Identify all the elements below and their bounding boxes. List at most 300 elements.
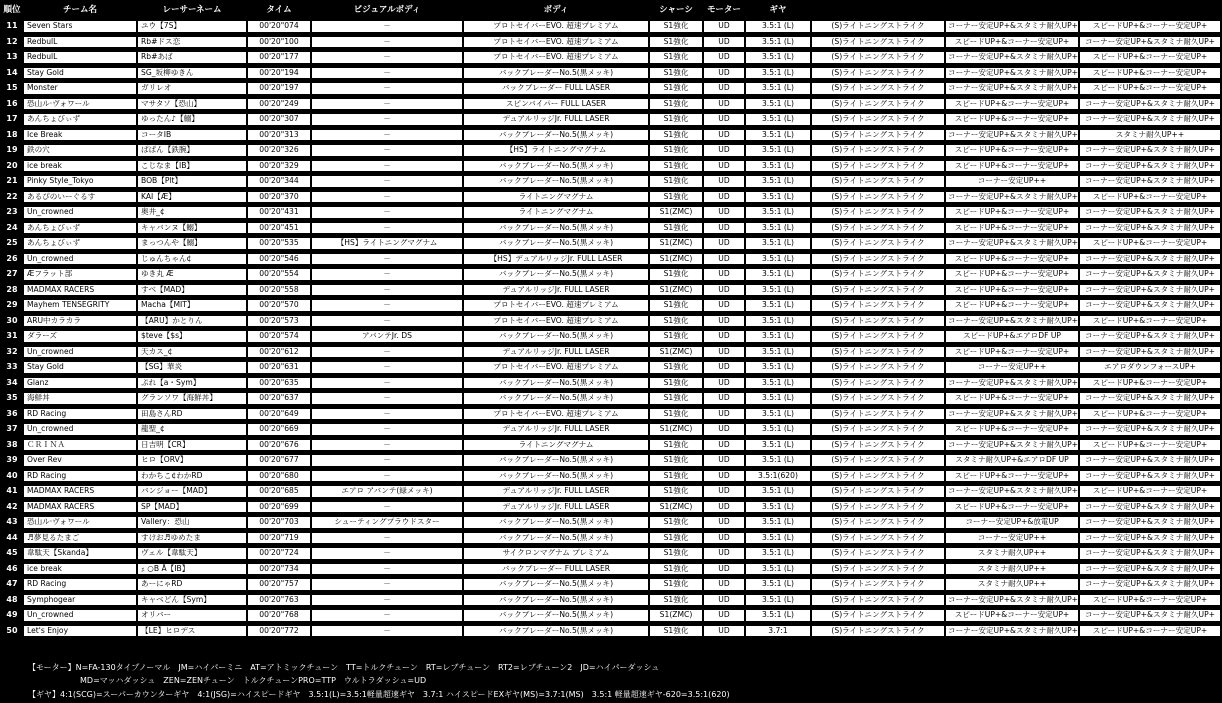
- table-row: [2, 471, 1220, 482]
- setting-1-cell: コーナー安定UP++: [946, 176, 1078, 187]
- gear-cell: 3.5:1 (L): [746, 316, 810, 327]
- setting-1-cell: スピードUP+&コーナー安定UP+: [946, 610, 1078, 621]
- table-row: [2, 83, 1220, 94]
- setting-2-cell: コーナー安定UP+&スタミナ耐久UP+: [1080, 471, 1220, 482]
- setting-2-cell: コーナー安定UP+&スタミナ耐久UP+: [1080, 533, 1220, 544]
- skill-cell: (S)ライトニングストライク: [812, 207, 944, 218]
- body-cell: バックブレーダーNo.5(黒メッキ): [464, 626, 648, 637]
- rank-cell: 15: [2, 83, 22, 94]
- skill-cell: (S)ライトニングストライク: [812, 52, 944, 63]
- setting-1-cell: スタミナ耐久UP+&エアロDF UP: [946, 455, 1078, 466]
- team-cell: Stay Gold: [24, 362, 136, 373]
- rank-cell: 13: [2, 52, 22, 63]
- motor-cell: UD: [704, 52, 744, 63]
- skill-cell: (S)ライトニングストライク: [812, 455, 944, 466]
- racer-cell: すべ【MAD】: [138, 285, 246, 296]
- motor-cell: UD: [704, 455, 744, 466]
- table-row: [2, 300, 1220, 311]
- setting-2-cell: コーナー安定UP+&スタミナ耐久UP+: [1080, 455, 1220, 466]
- motor-cell: UD: [704, 579, 744, 590]
- setting-2-cell: コーナー安定UP+&スタミナ耐久UP+: [1080, 161, 1220, 172]
- motor-cell: UD: [704, 486, 744, 497]
- setting-1-cell: スタミナ耐久UP++: [946, 564, 1078, 575]
- time-cell: 00'20"546: [248, 254, 310, 265]
- setting-2-cell: コーナー安定UP+&スタミナ耐久UP+: [1080, 610, 1220, 621]
- table-row: [2, 393, 1220, 404]
- team-cell: Un_crowned: [24, 254, 136, 265]
- time-cell: 00'20"194: [248, 68, 310, 79]
- skill-cell: (S)ライトニングストライク: [812, 145, 944, 156]
- visual-body-cell: －: [312, 564, 462, 575]
- setting-1-cell: スピードUP+&エアロDF UP: [946, 331, 1078, 342]
- rank-cell: 11: [2, 21, 22, 32]
- gear-legend-line: 【ギヤ】4:1(SCG)=スーパーカウンターギヤ 4:1(JSG)=ハイスピードギヤ 3.5:1(L)=3.5:1軽量超速ギヤ 3.7:1 ハイスピードEXギヤ(MS)=3.7:1(MS) 3.5:1 軽量超速ギヤ-620=3.5:1(620): [28, 690, 730, 699]
- setting-1-cell: コーナー安定UP+&スタミナ耐久UP+: [948, 486, 1079, 495]
- time-cell: 00'20"570: [248, 300, 310, 311]
- body-cell: バックブレーダーNo.5(黒メッキ): [464, 517, 648, 528]
- rank-cell: 46: [2, 564, 22, 575]
- table-row: [2, 68, 1220, 79]
- chassis-cell: S1(ZMC): [650, 254, 702, 265]
- chassis-cell: S1強化: [650, 316, 702, 327]
- setting-2-cell: エアロダウンフォースUP+: [1080, 362, 1220, 373]
- column-header: レーサーネーム: [138, 5, 246, 16]
- gear-cell: 3.5:1 (L): [746, 424, 810, 435]
- racer-cell: SG_坂柳ゆきん: [138, 68, 246, 79]
- time-cell: 00'20"326: [248, 145, 310, 156]
- team-cell: RD Racing: [24, 471, 136, 482]
- racer-cell: マサタソ【恐山】: [138, 99, 246, 110]
- visual-body-cell: －: [312, 223, 462, 234]
- rank-cell: 20: [2, 161, 22, 172]
- setting-1-cell: コーナー安定UP+&スタミナ耐久UP+: [948, 408, 1079, 418]
- setting-1-cell: スピードUP+&コーナー安定UP+: [946, 300, 1078, 311]
- visual-body-cell: －: [312, 424, 462, 435]
- team-cell: あるぴのいーぐるす: [24, 192, 136, 203]
- motor-cell: UD: [704, 192, 744, 203]
- chassis-cell: S1強化: [650, 517, 702, 528]
- visual-body-cell: シューティングプラウドスター: [312, 517, 462, 528]
- visual-body-cell: －: [312, 347, 462, 358]
- chassis-cell: S1強化: [650, 37, 702, 48]
- racer-cell: ガリレオ: [138, 83, 246, 94]
- table-row: [2, 331, 1220, 342]
- setting-1-cell: スタミナ耐久UP++: [946, 548, 1078, 559]
- team-cell: 恐山ル·ヴォワール: [24, 99, 136, 110]
- body-cell: デュアルリッジJr. FULL LASER: [464, 114, 648, 125]
- chassis-cell: S1強化: [650, 269, 702, 280]
- skill-cell: (S)ライトニングストライク: [812, 223, 944, 234]
- setting-2-cell: コーナー安定UP+&スタミナ耐久UP+: [1080, 424, 1220, 435]
- visual-body-cell: －: [312, 455, 462, 466]
- visual-body-cell: －: [312, 548, 462, 559]
- visual-body-cell: －: [312, 254, 462, 265]
- skill-cell: (S)ライトニングストライク: [812, 502, 944, 513]
- gear-cell: 3.5:1 (L): [746, 99, 810, 110]
- racer-cell: ユウ【7S】: [138, 21, 246, 32]
- motor-cell: UD: [704, 595, 744, 606]
- setting-2-cell: スピードUP+&コーナー安定UP+: [1080, 409, 1220, 420]
- setting-2-cell: スピードUP+&コーナー安定UP+: [1080, 68, 1220, 79]
- setting-1-cell: スピードUP+&コーナー安定UP+: [946, 161, 1078, 172]
- column-header: チーム名: [24, 5, 136, 16]
- setting-2-cell: コーナー安定UP+&スタミナ耐久UP+: [1080, 269, 1220, 280]
- rank-cell: 30: [2, 316, 22, 327]
- time-cell: 00'20"100: [248, 37, 310, 48]
- rank-cell: 27: [2, 269, 22, 280]
- racer-cell: オリバー: [138, 610, 246, 621]
- racer-cell: バンジョー【MAD】: [138, 486, 246, 497]
- racer-cell: コータIB: [138, 130, 246, 141]
- column-header: [812, 5, 944, 16]
- motor-cell: UD: [704, 440, 744, 451]
- column-header: シャーシ: [650, 5, 702, 16]
- visual-body-cell: －: [312, 21, 462, 32]
- racer-cell: 【SG】華炎: [138, 362, 246, 373]
- visual-body-cell: 【HS】ライトニングマグナム: [312, 238, 462, 249]
- table-row: [2, 130, 1220, 141]
- racer-cell: Vallery：恐山: [138, 517, 246, 528]
- setting-1-cell: スピードUP+&コーナー安定UP+: [946, 424, 1078, 435]
- visual-body-cell: －: [312, 145, 462, 156]
- body-cell: デュアルリッジJr. FULL LASER: [464, 486, 648, 497]
- body-cell: バックブレーダーNo.5(黒メッキ): [464, 610, 648, 621]
- setting-2-cell: コーナー安定UP+&スタミナ耐久UP+: [1080, 548, 1220, 559]
- visual-body-cell: －: [312, 161, 462, 172]
- racer-cell: 日吉明【CR】: [138, 440, 246, 451]
- gear-cell: 3.5:1(620): [746, 471, 810, 482]
- body-cell: プロトセイバーEVO. 超速プレミアム: [464, 362, 648, 373]
- motor-cell: UD: [704, 626, 744, 637]
- rank-cell: 25: [2, 238, 22, 249]
- racer-cell: SP【MAD】: [138, 502, 246, 513]
- motor-cell: UD: [704, 83, 744, 94]
- chassis-cell: S1強化: [650, 564, 702, 575]
- setting-1-cell: スピードUP+&コーナー安定UP+: [946, 99, 1078, 110]
- setting-1-cell: コーナー安定UP+&スタミナ耐久UP+: [948, 625, 1079, 635]
- team-cell: MADMAX RACERS: [24, 486, 136, 497]
- chassis-cell: S1強化: [650, 99, 702, 110]
- setting-2-cell: コーナー安定UP+&スタミナ耐久UP+: [1080, 207, 1220, 218]
- chassis-cell: S1強化: [650, 471, 702, 482]
- skill-cell: (S)ライトニングストライク: [812, 254, 944, 265]
- racer-cell: こじなま【IB】: [138, 161, 246, 172]
- body-cell: バックブレーダーNo.5(黒メッキ): [464, 223, 648, 234]
- table-row: [2, 378, 1220, 389]
- rank-cell: 21: [2, 176, 22, 187]
- skill-cell: (S)ライトニングストライク: [812, 130, 944, 141]
- setting-1-cell: スピードUP+&コーナー安定UP+: [946, 393, 1078, 404]
- skill-cell: (S)ライトニングストライク: [812, 161, 944, 172]
- team-cell: Æフラット部: [24, 269, 136, 280]
- gear-cell: 3.5:1 (L): [746, 37, 810, 48]
- rank-cell: 33: [2, 362, 22, 373]
- time-cell: 00'20"699: [248, 502, 310, 513]
- chassis-cell: S1強化: [650, 68, 702, 79]
- time-cell: 00'20"649: [248, 409, 310, 420]
- racer-cell: BOB【Plt】: [138, 176, 246, 187]
- time-cell: 00'20"431: [248, 207, 310, 218]
- motor-cell: UD: [704, 533, 744, 544]
- table-row: [2, 21, 1220, 32]
- rank-cell: 28: [2, 285, 22, 296]
- setting-1-cell: スピードUP+&コーナー安定UP+: [946, 223, 1078, 234]
- table-row: [2, 455, 1220, 466]
- table-row: [2, 161, 1220, 172]
- time-cell: 00'20"669: [248, 424, 310, 435]
- racer-cell: すけお♬ゆめたま: [138, 533, 246, 544]
- team-cell: RD Racing: [24, 409, 136, 420]
- gear-cell: 3.5:1 (L): [746, 378, 810, 389]
- time-cell: 00'20"574: [248, 331, 310, 342]
- chassis-cell: S1強化: [650, 486, 702, 497]
- skill-cell: (S)ライトニングストライク: [812, 176, 944, 187]
- time-cell: 00'20"631: [248, 362, 310, 373]
- body-cell: デュアルリッジJr. FULL LASER: [464, 285, 648, 296]
- table-row: [2, 238, 1220, 249]
- chassis-cell: S1強化: [650, 21, 702, 32]
- gear-cell: 3.5:1 (L): [746, 502, 810, 513]
- gear-cell: 3.5:1 (L): [746, 533, 810, 544]
- visual-body-cell: －: [312, 579, 462, 590]
- rank-cell: 45: [2, 548, 22, 559]
- motor-cell: UD: [704, 502, 744, 513]
- motor-cell: UD: [704, 254, 744, 265]
- setting-2-cell: コーナー安定UP+&スタミナ耐久UP+: [1080, 347, 1220, 358]
- body-cell: バックブレーダーNo.5(黒メッキ): [464, 393, 648, 404]
- table-row: [2, 347, 1220, 358]
- setting-2-cell: スピードUP+&コーナー安定UP+: [1080, 21, 1220, 32]
- chassis-cell: S1強化: [650, 409, 702, 420]
- visual-body-cell: －: [312, 502, 462, 513]
- column-header: ビジュアルボディ: [312, 5, 462, 16]
- motor-cell: UD: [704, 176, 744, 187]
- chassis-cell: S1強化: [650, 161, 702, 172]
- skill-cell: (S)ライトニングストライク: [812, 486, 944, 497]
- table-row: [2, 37, 1220, 48]
- skill-cell: (S)ライトニングストライク: [812, 595, 944, 606]
- team-cell: Glanz: [24, 378, 136, 389]
- rank-cell: 17: [2, 114, 22, 125]
- body-cell: バックブレーダーNo.5(黒メッキ): [464, 68, 648, 79]
- chassis-cell: S1強化: [650, 626, 702, 637]
- body-cell: バックブレーダー FULL LASER: [464, 83, 648, 94]
- table-row: [2, 269, 1220, 280]
- time-cell: 00'20"329: [248, 161, 310, 172]
- team-cell: Monster: [24, 83, 136, 94]
- racer-cell: あーにゃRD: [138, 579, 246, 590]
- rank-cell: 35: [2, 393, 22, 404]
- body-cell: バックブレーダーNo.5(黒メッキ): [464, 471, 648, 482]
- visual-body-cell: －: [312, 300, 462, 311]
- team-cell: 恐山ル·ヴォワール: [24, 517, 136, 528]
- setting-2-cell: スピードUP+&コーナー安定UP+: [1080, 192, 1220, 203]
- chassis-cell: S1強化: [650, 595, 702, 606]
- time-cell: 00'20"370: [248, 192, 310, 203]
- team-cell: Un_crowned: [24, 207, 136, 218]
- body-cell: デュアルリッジJr. FULL LASER: [464, 347, 648, 358]
- rank-cell: 31: [2, 331, 22, 342]
- time-cell: 00'20"680: [248, 471, 310, 482]
- gear-cell: 3.5:1 (L): [746, 595, 810, 606]
- table-row: [2, 52, 1220, 63]
- chassis-cell: S1強化: [650, 378, 702, 389]
- team-cell: ARU中カラカラ: [24, 316, 136, 327]
- rank-cell: 19: [2, 145, 22, 156]
- motor-cell: UD: [704, 130, 744, 141]
- skill-cell: (S)ライトニングストライク: [812, 533, 944, 544]
- chassis-cell: S1強化: [650, 176, 702, 187]
- time-cell: 00'20"307: [248, 114, 310, 125]
- setting-2-cell: コーナー安定UP+&スタミナ耐久UP+: [1080, 300, 1220, 311]
- table-row: [2, 362, 1220, 373]
- time-cell: 00'20"451: [248, 223, 310, 234]
- skill-cell: (S)ライトニングストライク: [812, 440, 944, 451]
- table-row: [2, 579, 1220, 590]
- racer-cell: 【LE】ヒロデス: [138, 626, 246, 637]
- chassis-cell: S1(ZMC): [650, 424, 702, 435]
- team-cell: Stay Gold: [24, 68, 136, 79]
- racer-cell: 【ARU】かとりん: [138, 316, 246, 327]
- gear-cell: 3.5:1 (L): [746, 269, 810, 280]
- setting-2-cell: コーナー安定UP+&スタミナ耐久UP+: [1080, 176, 1220, 187]
- table-row: [2, 626, 1220, 637]
- gear-cell: 3.5:1 (L): [746, 455, 810, 466]
- motor-cell: UD: [704, 161, 744, 172]
- gear-cell: 3.5:1 (L): [746, 285, 810, 296]
- rank-cell: 50: [2, 626, 22, 637]
- time-cell: 00'20"573: [248, 316, 310, 327]
- motor-cell: UD: [704, 285, 744, 296]
- visual-body-cell: －: [312, 440, 462, 451]
- rank-cell: 14: [2, 68, 22, 79]
- skill-cell: (S)ライトニングストライク: [812, 21, 944, 32]
- time-cell: 00'20"685: [248, 486, 310, 497]
- team-cell: Un_crowned: [24, 610, 136, 621]
- team-cell: Un_crowned: [24, 347, 136, 358]
- skill-cell: (S)ライトニングストライク: [812, 238, 944, 249]
- time-cell: 00'20"734: [248, 564, 310, 575]
- skill-cell: (S)ライトニングストライク: [812, 285, 944, 296]
- table-row: [2, 114, 1220, 125]
- motor-cell: UD: [704, 238, 744, 249]
- motor-cell: UD: [704, 300, 744, 311]
- table-row: [2, 192, 1220, 203]
- motor-cell: UD: [704, 517, 744, 528]
- setting-1-cell: コーナー安定UP+&スタミナ耐久UP+: [948, 67, 1079, 77]
- motor-cell: UD: [704, 316, 744, 327]
- visual-body-cell: －: [312, 393, 462, 404]
- visual-body-cell: －: [312, 316, 462, 327]
- visual-body-cell: －: [312, 68, 462, 79]
- team-cell: MADMAX RACERS: [24, 285, 136, 296]
- rank-cell: 12: [2, 37, 22, 48]
- body-cell: 【HS】デュアルリッジJr. FULL LASER: [464, 254, 648, 265]
- skill-cell: (S)ライトニングストライク: [812, 393, 944, 404]
- team-cell: 鉄の穴: [24, 145, 136, 156]
- setting-1-cell: スピードUP+&コーナー安定UP+: [946, 269, 1078, 280]
- visual-body-cell: －: [312, 52, 462, 63]
- setting-1-cell: コーナー安定UP+&スタミナ耐久UP+: [948, 52, 1079, 61]
- rank-cell: 44: [2, 533, 22, 544]
- visual-body-cell: －: [312, 533, 462, 544]
- body-cell: バックブレーダーNo.5(黒メッキ): [464, 455, 648, 466]
- visual-body-cell: －: [312, 595, 462, 606]
- motor-cell: UD: [704, 610, 744, 621]
- motor-cell: UD: [704, 21, 744, 32]
- racer-cell: 天カス_¢: [138, 347, 246, 358]
- gear-cell: 3.5:1 (L): [746, 52, 810, 63]
- setting-1-cell: コーナー安定UP+&スタミナ耐久UP+: [948, 594, 1079, 604]
- gear-cell: 3.5:1 (L): [746, 238, 810, 249]
- motor-cell: UD: [704, 269, 744, 280]
- skill-cell: (S)ライトニングストライク: [812, 83, 944, 94]
- team-cell: Over Rev: [24, 455, 136, 466]
- team-cell: ice break: [24, 161, 136, 172]
- setting-1-cell: コーナー安定UP+&スタミナ耐久UP+: [948, 238, 1079, 247]
- team-cell: MADMAX RACERS: [24, 502, 136, 513]
- motor-cell: UD: [704, 114, 744, 125]
- rank-cell: 34: [2, 378, 22, 389]
- chassis-cell: S1(ZMC): [650, 347, 702, 358]
- setting-2-cell: スピードUP+&コーナー安定UP+: [1080, 486, 1220, 497]
- column-header: ギヤ: [746, 5, 810, 16]
- body-cell: プロトセイバーEVO. 超速プレミアム: [464, 21, 648, 32]
- body-cell: バックブレーダーNo.5(黒メッキ): [464, 269, 648, 280]
- header-row: [2, 5, 1220, 16]
- racer-cell: 龍聖_¢: [138, 424, 246, 435]
- motor-cell: UD: [704, 393, 744, 404]
- racer-cell: キャベどん【Sym】: [138, 595, 246, 606]
- visual-body-cell: －: [312, 362, 462, 373]
- setting-1-cell: スピードUP+&コーナー安定UP+: [946, 502, 1078, 513]
- skill-cell: (S)ライトニングストライク: [812, 471, 944, 482]
- visual-body-cell: －: [312, 99, 462, 110]
- rank-cell: 16: [2, 99, 22, 110]
- time-cell: 00'20"554: [248, 269, 310, 280]
- body-cell: プロトセイバーEVO. 超速プレミアム: [464, 409, 648, 420]
- skill-cell: (S)ライトニングストライク: [812, 409, 944, 420]
- table-row: [2, 176, 1220, 187]
- table-row: [2, 610, 1220, 621]
- gear-cell: 3.5:1 (L): [746, 300, 810, 311]
- setting-1-cell: スピードUP+&コーナー安定UP+: [946, 471, 1078, 482]
- rank-cell: 38: [2, 440, 22, 451]
- motor-cell: UD: [704, 471, 744, 482]
- visual-body-cell: －: [312, 192, 462, 203]
- table-row: [2, 223, 1220, 234]
- motor-legend-line-2: MD=マッハダッシュ ZEN=ZENチューン トルクチューンPRO=TTP ウルトラダッシュ=UD: [80, 676, 427, 685]
- rank-cell: 24: [2, 223, 22, 234]
- visual-body-cell: －: [312, 130, 462, 141]
- motor-cell: UD: [704, 347, 744, 358]
- rank-cell: 40: [2, 471, 22, 482]
- rank-cell: 26: [2, 254, 22, 265]
- gear-cell: 3.5:1 (L): [746, 440, 810, 451]
- chassis-cell: S1強化: [650, 533, 702, 544]
- team-cell: あんちょびぃず: [24, 114, 136, 125]
- chassis-cell: S1強化: [650, 223, 702, 234]
- motor-cell: UD: [704, 37, 744, 48]
- setting-2-cell: コーナー安定UP+&スタミナ耐久UP+: [1080, 285, 1220, 296]
- team-cell: RedbulL: [24, 52, 136, 63]
- motor-cell: UD: [704, 99, 744, 110]
- body-cell: バックブレーダーNo.5(黒メッキ): [464, 595, 648, 606]
- setting-2-cell: スピードUP+&コーナー安定UP+: [1080, 626, 1220, 637]
- gear-cell: 3.5:1 (L): [746, 393, 810, 404]
- rank-cell: 32: [2, 347, 22, 358]
- rank-cell: 48: [2, 595, 22, 606]
